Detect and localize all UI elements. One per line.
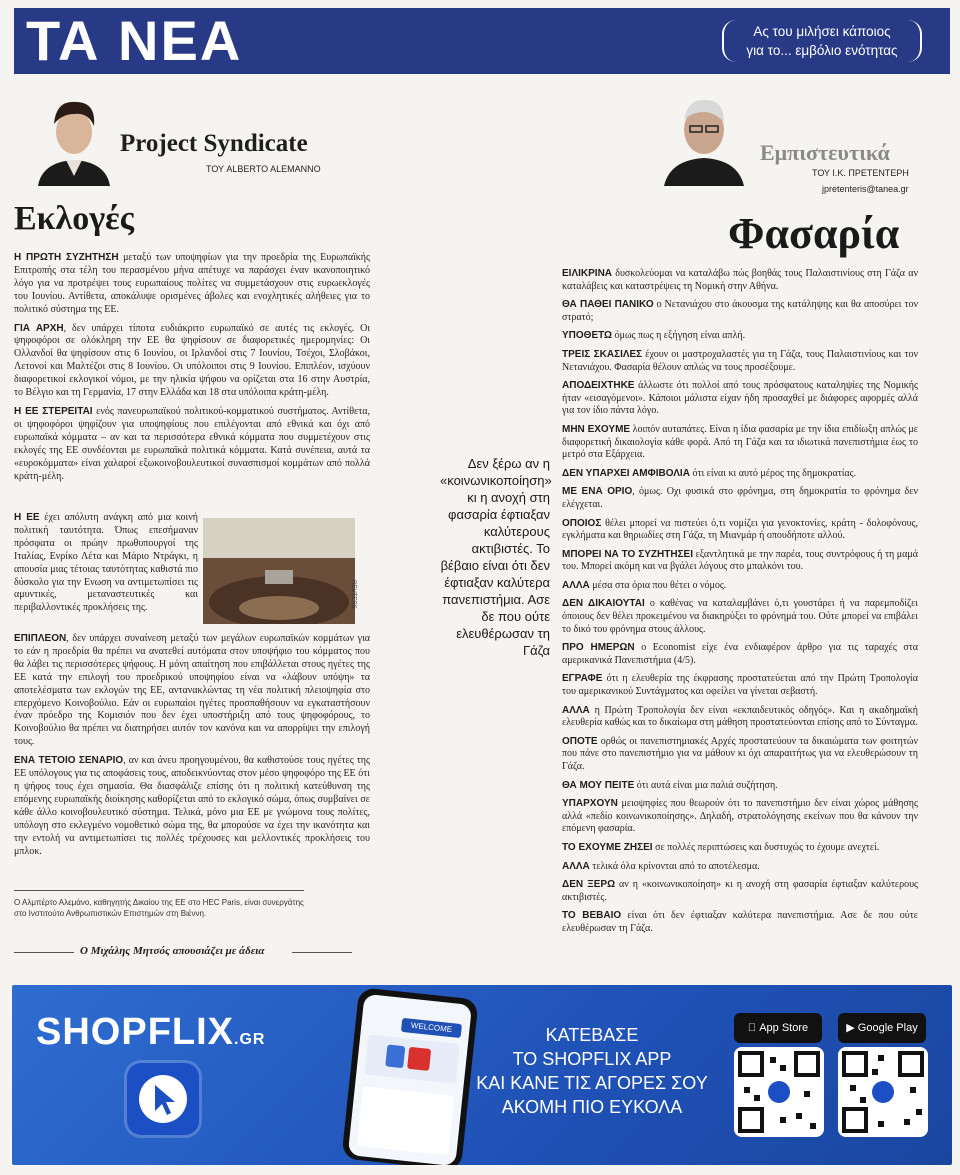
right-paragraph: ΤΟ ΒΕΒΑΙΟ είναι ότι δεν έφτιαξαν καλύτερα πανεπιστήμια. Ασε δε που ούτε ελευθέρωσαν τη Γάζα.: [562, 910, 918, 934]
left-article-beside-photo: [14, 512, 198, 621]
right-paragraph: ΤΟ ΕΧΟΥΜΕ ΖΗΣΕΙ σε πολλές περιπτώσεις και δυστυχώς το έχουμε ανεχτεί.: [562, 841, 880, 853]
cta-line-4: ΑΚΟΜΗ ΠΙΟ ΕΥΚΟΛΑ: [501, 1097, 683, 1117]
right-paragraph: ΑΠΟΔΕΙΧΤΗΚΕ άλλωστε ότι πολλοί από τους πρόσφατους καταληψίες της Νομικής ήταν «εισαγόμενοι». Κάποιοι μάλιστα είχαν ήδη προσαχθεί με διάφορες αφορμές αλλά για τον ίδιο πάντα λόγο.: [562, 380, 918, 417]
app-store-button[interactable]: App Store: [734, 1013, 822, 1043]
left-article-bottom: [14, 633, 370, 864]
google-play-button[interactable]: ▶ Google Play: [838, 1013, 926, 1043]
left-paragraph: Η ΕΕ ΣΤΕΡΕΙΤΑΙ ενός πανευρωπαϊκού πολιτικού-κομματικού συστήματος. Αντίθετα, οι ψηφοφόροι ψηφίζουν για υποψηφίους που επιλέγονται από εθνικά και όχι από ευρωπαϊκά κόμματα – αν και τα περισσότερα εθνικά κόμματα που συμμετέχουν στις εκλογές της ΕΕ συνδέονται με ευρωπαϊκά πολιτικά κόμματα. Κατά συνέπεια, αυτά τα «ευροκόμματα» είναι χαλαροί εξωκοινοβουλευτικοί συνασπισμοί κομμάτων από πολλά κράτη-μέλη.: [14, 405, 370, 482]
absence-divider-right: [292, 952, 352, 953]
play-icon: ▶: [846, 1022, 858, 1034]
left-paragraph: ΓΙΑ ΑΡΧΗ, δεν υπάρχει τίποτα ευδιάκριτο ευρωπαϊκό σε αυτές τις εκλογές. Οι ψηφοφόροι σε ολόκληρη την ΕΕ θα ψηφίσουν σε διαφορετικές ημερομηνίες: Οι Ολλανδοί θα ψηφίσουν στις 6 Ιουνίου, οι Ιρλανδοί στις 7 Ιουνίου, Τσέχοι, Σλοβάκοι, Λετονοί και Μαλτέζοι στις 8 Ιουνίου. Οι υπόλοιποι στις 9 Ιουνίου. Επιπλέον, ισχύουν διαφορετικοί εκλογικοί νόμοι, με την ηλικία ψήφου να ορίζεται στα 16 στην Αυστρία, το Βέλγιο και τη Γερμανία, 17 στην Ελλάδα και 18 στα υπόλοιπα κράτη-μέλη.: [14, 322, 371, 399]
right-paragraph: ΜΗΝ ΕΧΟΥΜΕ λοιπόν αυταπάτες. Είναι η ίδια φασαρία με την ίδια επιδίωξη απλώς με διαφορετική δικαιολογία κάθε φορά. Από τη Γάζα και τα ιδιωτικά πανεπιστήμια έως το μετρό στα Εξάρχεια.: [562, 423, 918, 461]
masthead: [14, 8, 950, 74]
ad-call-to-action: [467, 1023, 717, 1119]
right-paragraph: ΟΠΟΤΕ ορθώς οι πανεπιστημιακές Αρχές προστατεύουν τα δικαιώματα των φοιτητών που πάνε στο πανεπιστήμιο για να μάθουν κι όχι απαραιτήτως για να ελευθερώσουν τη Γάζα.: [562, 735, 918, 772]
apple-icon: [748, 1022, 759, 1034]
european-parliament-photo: [203, 518, 355, 624]
byline-pretenteris: ΤΟΥ Ι.Κ. ΠΡΕΤΕΝΤΕΡΗ: [812, 168, 909, 178]
right-paragraph: ΠΡΟ ΗΜΕΡΩΝ ο Economist είχε ένα ενδιαφέρον άρθρο για τις ταραχές στα αμερικανικά Πανεπιστήμια (4/5).: [562, 642, 918, 666]
left-headline: Εκλογές: [14, 200, 135, 237]
tagline-line-1: Ας του μιλήσει κάποιος: [753, 24, 891, 39]
left-paragraph: ΕΠΙΠΛΕΟΝ, δεν υπάρχει συναίνεση μεταξύ των μεγάλων ευρωπαϊκών κομμάτων για το εάν η προεδρία θα πρέπει να ανατεθεί αυτόματα στον υποψήφιο του κόμματος που θα λάβει τις περισσότερες ψήφους. Η μόνη απαίτηση που επιβάλλεται στους ηγέτες της ΕΕ κατά την επιλογή του προεδρικού υποψηφίου είναι να «λάβουν υπόψη» τα αποτελέσματα των εκλογών της ΕΕ, αντανακλώντας τη νέα πολιτική πλειοψηφία στο επερχόμενο Κοινοβούλιο. Εάν οι ευρωπαίοι ηγέτες προσπαθήσουν να εγκαταστήσουν έναν πρόεδρο της Κομισιόν που δεν έχει υποστήριξη από τους ψηφοφόρους, το Κοινοβούλιο θα πρέπει να διατηρήσει αυτόν τον κανόνα και να απορρίψει την επιλογή τους.: [14, 633, 370, 748]
qr-code-ios[interactable]: [734, 1047, 824, 1137]
absence-note: Ο Μιχάλης Μητσός απουσιάζει με άδεια: [80, 945, 265, 957]
left-author-block: [14, 86, 344, 186]
photo-credit: REUTERS: [350, 580, 356, 609]
byline-alemanno: ΤΟΥ ALBERTO ALEMANNO: [206, 164, 321, 174]
author-email[interactable]: jpretenteris@tanea.gr: [822, 184, 909, 194]
section-title-empisteutika: Εμπιστευτικά: [760, 140, 890, 165]
left-article-top: [14, 252, 370, 489]
phone-welcome-badge: WELCOME: [401, 1018, 462, 1038]
right-paragraph: ΑΛΛΑ τελικά όλα κρίνονται από το αποτέλεσμα.: [562, 860, 760, 872]
right-paragraph: ΑΛΛΑ η Πρώτη Τροπολογία δεν είναι «εκπαιδευτικός οδηγός». Και η ακαδημαϊκή ελευθερία καθώς και το δικαίωμα στη μάθηση προστατεύονται επίσης από το Σύνταγμα.: [562, 704, 918, 729]
shopflix-logo[interactable]: SHOPFLIX.GR: [36, 1011, 266, 1053]
right-paragraph: ΔΕΝ ΥΠΑΡΧΕΙ ΑΜΦΙΒΟΛΙΑ ότι είναι κι αυτό μέρος της δημοκρατίας.: [562, 467, 857, 479]
right-paragraph: ΥΠΟΘΕΤΩ όμως πως η εξήγηση είναι απλή.: [562, 330, 746, 342]
shopflix-ad-banner[interactable]: [12, 985, 952, 1165]
newspaper-logo[interactable]: ΤΑ ΝΕΑ: [26, 9, 243, 72]
right-author-block: [640, 86, 950, 196]
right-article: [562, 268, 918, 942]
author-avatar-pretenteris: [654, 90, 754, 186]
right-paragraph: ΤΡΕΙΣ ΣΚΑΣΙΛΕΣ έχουν οι μαστροχαλαστές για τη Γάζα, τους Παλαιστινίους και τον Νετανιάχου. Φασαρία θέλουν απλώς να τους προσέξουμε.: [562, 348, 918, 373]
phone-list: [357, 1086, 455, 1155]
right-paragraph: ΥΠΑΡΧΟΥΝ μειοψηφίες που θεωρούν ότι το πανεπιστήμιο δεν είναι χώρος μάθησης αλλά «πεδίο κοινωνικοποίησης». Δηλαδή, στρατολόγησης εκείνων που θα κάνουν την επόμενη φασαρία.: [562, 798, 918, 835]
right-paragraph: ΘΑ ΜΟΥ ΠΕΙΤΕ ότι αυτά είναι μια παλιά συζήτηση.: [562, 779, 778, 791]
phone-mockup: [341, 987, 478, 1165]
absence-divider-left: [14, 952, 74, 953]
right-paragraph: ΜΠΟΡΕΙ ΝΑ ΤΟ ΣΥΖΗΤΗΣΕΙ εξαντλητικά με την παρέα, τους συντρόφους ή τη μαμά του. Μπορεί ακόμη και να βγάλει λόγους στο μπαλκόνι του.: [562, 548, 918, 573]
tagline-line-2: για το... εμβόλιο ενότητας: [746, 43, 898, 58]
right-paragraph: ΟΠΟΙΟΣ θέλει μπορεί να πιστεύει ό,τι νομίζει για γενοκτονίες, κράτη - δολοφόνους, εγκλήματα και θηριωδίες στη Γάζα, τη Μιανμάρ ή οπουδήποτε αλλού.: [562, 517, 918, 542]
masthead-tagline: [722, 20, 922, 62]
qr-code-android[interactable]: [838, 1047, 928, 1137]
section-title-project-syndicate: Project Syndicate: [120, 130, 308, 157]
cursor-icon: [127, 1063, 199, 1135]
right-paragraph: ΑΛΛΑ μέσα στα όρια που θέτει ο νόμος.: [562, 579, 727, 591]
right-paragraph: ΜΕ ΕΝΑ ΟΡΙΟ, όμως. Οχι φυσικά στο φρόνημα, στη δημοκρατία το φρόνημα δεν ελέγχεται.: [562, 486, 918, 510]
footnote-divider: [14, 890, 304, 891]
phone-tile-red: [407, 1047, 431, 1071]
author-avatar-alemanno: [26, 90, 122, 186]
left-paragraph: ΕΝΑ ΤΕΤΟΙΟ ΣΕΝΑΡΙΟ, αν και άνευ προηγουμένου, θα καθιστούσε τους ηγέτες της ΕΕ υπόλογους για τις αποφάσεις τους, αποδεικνύοντας στον μέσο ψηφοφόρο της ΕΕ ότι η ψήφος τους έχει σημασία. Θα διασφάλιζε επίσης ότι η πολιτική κατεύθυνση της επόμενης ευρωπαϊκής διοίκησης καθορίζεται από το εκλογικό σώμα, όπως συμβαίνει σε κάθε άλλο κοινοβουλευτικό σύστημα. Τελικά, μόνο μια ΕΕ με γνώμονα τους πολίτες, υπόλογη στο εκλεγμένο νομοθετικό σώμα της, θα μπορούσε να έχει την ικανότητα και την εντολή να αντιμετωπίσει τις πολλές τρέχουσες και μελλοντικές προκλήσεις του μπλοκ.: [14, 755, 370, 857]
left-paragraph: Η ΕΕ έχει απόλυτη ανάγκη από μια κοινή πολιτική ταυτότητα. Όπως επεσήμαναν πρόσφατα οι πρώην πρωθυπουργοί της Ιταλίας, Ενρίκο Λέτα και Μάριο Ντράγκι, η απουσία μιας τέτοιας ταυτότητας καθιστά πιο δύσκολο για την Ενωση να αντιμετωπίσει τις αμυντικές, μεταναστευτικές και περιβαλλοντικές προκλήσεις της.: [14, 512, 198, 614]
right-headline: Φασαρία: [728, 209, 900, 258]
cta-line-2: ΤΟ SHOPFLIX APP: [512, 1049, 672, 1069]
right-paragraph: ΘΑ ΠΑΘΕΙ ΠΑΝΙΚΟ ο Νετανιάχου στο άκουσμα της κατάληψης και θα αποσύρει τον στρατό;: [562, 299, 918, 323]
cta-line-3: ΚΑΙ ΚΑΝΕ ΤΙΣ ΑΓΟΡΕΣ ΣΟΥ: [476, 1073, 708, 1093]
right-paragraph: ΔΕΝ ΔΙΚΑΙΟΥΤΑΙ ο καθένας να καταλαμβάνει ό,τι γουστάρει ή να παρεμποδίζει όποιους δεν θέλει προκειμένου να διακηρύξει το φρόνημά του. Ούτε μπορεί να επιβάλει το δικό του φρόνημα στους άλλους.: [562, 598, 919, 635]
left-paragraph: Η ΠΡΩΤΗ ΣΥΖΗΤΗΣΗ μεταξύ των υποψηφίων για την προεδρία της Ευρωπαϊκής Επιτροπής στα τέλη του περασμένου μήνα απέτυχε να παράσχει έναν ικανοποιητικό λόγο για να προτρέψει τους ευρωπαίους πολίτες να συμμετάσχουν στις ευρωεκλογές του Ιουνίου. Αντίθετα, αποκάλυψε ορισμένες άβολες και ενοχλητικές αλήθειες για το πολιτικό σύστημα της ΕΕ.: [14, 252, 370, 315]
phone-tile-blue: [385, 1044, 405, 1068]
author-footnote: Ο Αλμπέρτο Αλεμάνο, καθηγητής Δικαίου της ΕΕ στο HEC Paris, είναι συνεργάτης στο Ινστιτούτο Ανθρωπιστικών Επιστημών στη Βιέννη.: [14, 898, 304, 918]
right-paragraph: ΕΙΛΙΚΡΙΝΑ δυσκολεύομαι να καταλάβω πώς βοηθάς τους Παλαιστινίους στη Γάζα αν καταλάβεις και καταστρέψεις τη Νομική στην Αθήνα.: [562, 268, 918, 292]
phone-screen: [348, 994, 472, 1165]
right-paragraph: ΔΕΝ ΞΕΡΩ αν η «κοινωνικοποίηση» κι η ανοχή στη φασαρία έφτιαξαν καλύτερους ακτιβιστές.: [562, 879, 918, 903]
right-paragraph: ΕΓΡΑΦΕ ότι η ελευθερία της έκφρασης προστατεύεται από την Πρώτη Τροπολογία του αμερικανικού Συντάγματος και οφείλει να γίνεται σεβαστή.: [562, 673, 918, 698]
cta-line-1: ΚΑΤΕΒΑΣΕ: [545, 1025, 639, 1045]
pull-quote: Δεν ξέρω αν η «κοινωνικοποίηση» κι η ανοχή στη φασαρία έφτιαξαν καλύτερους ακτιβιστές. Το βέβαιο είναι ότι δεν έφτιαξαν καλύτερα πανεπιστήμια. Ασε δε που ούτε ελευθέρωσαν τη Γάζα: [440, 456, 552, 658]
